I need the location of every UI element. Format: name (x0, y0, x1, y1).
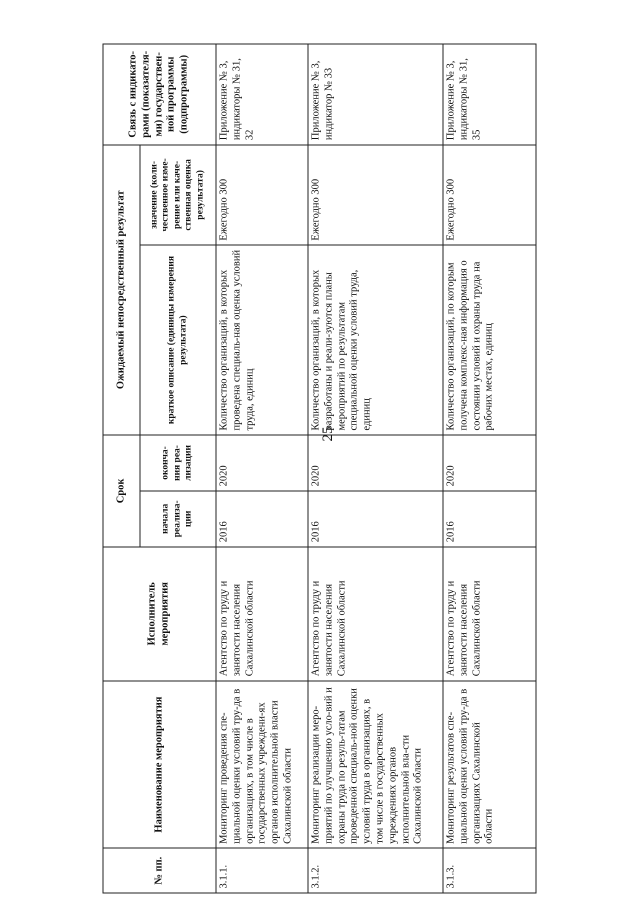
cell-link: Приложение № 3, индикаторы № 31, 35 (443, 44, 536, 145)
cell-executor: Агентство по труду и занятости населения Сахалинской области (216, 546, 308, 680)
cell-executor: Агентство по труду и занятости населения Сахалинской области (308, 546, 443, 680)
cell-name: Мониторинг результатов спе-циальной оценки условий тру-да в организациях Сахалинской области (443, 680, 536, 848)
header-expected-desc: краткое описание (единицы измерения результата) (140, 245, 216, 435)
rotated-table-container (103, 43, 538, 893)
cell-value: Ежегодно 300 (443, 144, 536, 245)
header-link: Связь с индикато-рами (показателя-ми) государствен-ной программы (подпрограммы) (103, 44, 216, 145)
cell-end: 2020 (216, 435, 308, 491)
header-num: № пп. (103, 848, 216, 893)
cell-start: 2016 (443, 490, 536, 546)
cell-link: Приложение № 3, индикаторы № 31, 32 (216, 44, 308, 145)
header-expected-value: значение (коли-чественное изме-рение или каче-ственная оценка результата) (140, 144, 216, 245)
measures-table (103, 43, 537, 893)
header-term: Срок (103, 435, 140, 547)
cell-name: Мониторинг реализации меро-приятий по улучшению усло-вий и охраны труда по резуль-татам проведенной специаль-ной оценки условий труда в организациях, в том числе в государственных учреждениях органов исполнительной вла-сти Сахалинской области (308, 680, 443, 848)
page-number: 25 (320, 426, 336, 442)
table-row (443, 44, 536, 893)
header-term-end: оконча-ния реа-лизации (140, 435, 216, 491)
cell-end: 2020 (443, 435, 536, 491)
cell-desc: Количество организаций, по которым получена комплекс-ная информация о состоянии условий и охраны труда на рабочих местах, единиц (443, 245, 536, 435)
cell-num: 3.1.2. (308, 848, 443, 893)
cell-value: Ежегодно 300 (216, 144, 308, 245)
cell-num: 3.1.1. (216, 848, 308, 893)
cell-executor: Агентство по труду и занятости населения Сахалинской области (443, 546, 536, 680)
cell-start: 2016 (216, 490, 308, 546)
cell-name: Мониторинг проведения спе-циальной оценки условий тру-да в организациях, в том числе в государственных учреждени-ях органов исполнительной власти Сахалинской области (216, 680, 308, 848)
header-term-start: начала реализа-ции (140, 490, 216, 546)
header-executor: Исполнитель мероприятия (103, 546, 216, 680)
cell-end: 2020 (308, 435, 443, 491)
table-row (308, 44, 443, 893)
cell-desc: Количество организаций, в которых проведена специаль-ная оценка условий труда, единиц (216, 245, 308, 435)
header-name: Наименование мероприятия (103, 680, 216, 848)
table-row (216, 44, 308, 893)
cell-desc: Количество организаций, в которых разработаны и реали-зуются планы мероприятий по результатам специальной оценки условий труда, единиц (308, 245, 443, 435)
cell-link: Приложение № 3, индикатор № 33 (308, 44, 443, 145)
cell-num: 3.1.3. (443, 848, 536, 893)
cell-start: 2016 (308, 490, 443, 546)
header-expected: Ожидаемый непосредственный результат (103, 144, 140, 434)
cell-value: Ежегодно 300 (308, 144, 443, 245)
